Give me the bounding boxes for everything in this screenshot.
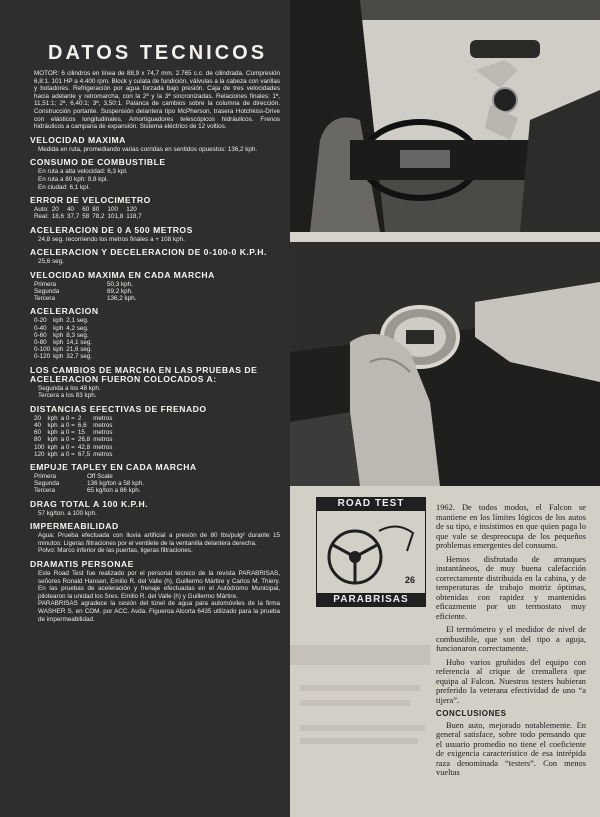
table-cell: kph bbox=[47, 436, 58, 444]
heading-velocidad-maxima: VELOCIDAD MAXIMA bbox=[30, 134, 126, 145]
table-cell: Off Scale bbox=[87, 472, 113, 480]
table-cell: metros bbox=[93, 414, 113, 422]
heading-drag: DRAG TOTAL A 100 K.P.H. bbox=[30, 498, 149, 509]
acel-decel-text: 25,6 seg. bbox=[38, 258, 64, 266]
cambios-line: Segunda a los 48 kph. bbox=[38, 384, 101, 392]
table-row bbox=[34, 317, 95, 324]
table-cell: metros bbox=[93, 421, 113, 429]
badge-title: ROAD TEST bbox=[316, 497, 426, 511]
table-cell: 15 bbox=[77, 429, 85, 437]
table-row bbox=[34, 353, 95, 360]
table-cell: 101,8 bbox=[107, 213, 124, 221]
table-cell: kph bbox=[47, 450, 58, 458]
table-cell: 37,7 bbox=[66, 213, 80, 221]
heading-cambios: LOS CAMBIOS DE MARCHA EN LAS PRUEBAS DE ACELERACION FUERON COLOCADOS A: bbox=[30, 364, 258, 384]
table-cell: kph bbox=[53, 317, 64, 325]
consumo-line: En ruta a 80 kph: 9,8 kpl. bbox=[38, 175, 109, 183]
road-test-badge bbox=[316, 497, 426, 607]
consumo-line: En ciudad: 6,1 kpl. bbox=[38, 183, 90, 191]
cambios-line: Tercera a los 83 kph. bbox=[38, 392, 97, 400]
table-row bbox=[34, 206, 145, 213]
table-cell: a 0 = bbox=[60, 450, 75, 458]
photo-dashboard-driver bbox=[290, 0, 600, 232]
table-row bbox=[34, 346, 95, 353]
table-row bbox=[34, 295, 139, 302]
table-cell: 18,6 bbox=[51, 213, 64, 221]
auto-label: Auto: bbox=[34, 206, 49, 214]
table-cell: Tercera bbox=[34, 295, 55, 303]
table-cell: 78,2 bbox=[92, 213, 105, 221]
table-cell: 42,8 bbox=[77, 443, 91, 451]
badge-illustration bbox=[316, 511, 426, 593]
table-cell: a 0 = bbox=[60, 414, 75, 422]
heading-dramatis: DRAMATIS PERSONAE bbox=[30, 558, 134, 569]
bleed-through-print bbox=[290, 610, 430, 770]
table-cell: metros bbox=[93, 429, 113, 437]
table-cell: Segunda bbox=[34, 287, 60, 295]
table-cell: a 0 = bbox=[60, 429, 75, 437]
table-cell: kph bbox=[47, 443, 58, 451]
real-label: Real: bbox=[34, 213, 49, 221]
photo-gap bbox=[290, 232, 600, 242]
aceleracion-500-text: 24,8 seg. recorriendo los metros finales a + 108 kph. bbox=[38, 235, 185, 243]
table-cell: 20 bbox=[51, 206, 59, 214]
heading-frenado: DISTANCIAS EFECTIVAS DE FRENADO bbox=[30, 403, 207, 414]
table-cell: a 0 = bbox=[60, 436, 75, 444]
table-row bbox=[34, 213, 145, 220]
table-cell: Primera bbox=[34, 280, 57, 288]
table-cell: metros bbox=[93, 443, 113, 451]
table-cell: 120 bbox=[34, 450, 45, 458]
bleed-through-decoration bbox=[290, 610, 430, 770]
article-paragraph: El termómetro y el medidor de nivel de combustible, que son del tipo a aguja, funcionaron correctamente. bbox=[436, 625, 586, 653]
table-cell: a 0 = bbox=[60, 443, 75, 451]
table-cell: 60 bbox=[34, 429, 42, 437]
heading-empuje: EMPUJE TAPLEY EN CADA MARCHA bbox=[30, 461, 197, 472]
table-cell: 60 bbox=[82, 206, 90, 214]
table-cell: 118,7 bbox=[126, 213, 142, 221]
table-cell: kph bbox=[53, 331, 64, 339]
photo-gauge-illustration bbox=[290, 242, 600, 486]
table-cell: metros bbox=[93, 436, 113, 444]
table-row bbox=[34, 436, 115, 443]
table-cell: metros bbox=[93, 450, 113, 458]
table-cell: 50,3 kph. bbox=[107, 280, 133, 288]
table-cell: 136 kg/ton a 58 kph. bbox=[87, 480, 145, 488]
table-cell: kph bbox=[53, 324, 64, 332]
table-cell: 40 bbox=[66, 206, 74, 214]
drag-text: 57 kg/ton. a 100 kph. bbox=[38, 509, 97, 517]
impermeabilidad-polvo: Polvo: Marco inferior de las puertas, ligeras filtraciones. bbox=[38, 547, 193, 555]
table-row bbox=[34, 288, 139, 295]
table-cell: 80 bbox=[34, 436, 42, 444]
impermeabilidad-agua: Agua: Prueba efectuada con lluvia artificial a presión de 80 lbs/pulg² durante 15 minutos: Ligeras filtraciones por el ventilete de la ventanilla delantera derecha. bbox=[38, 532, 280, 547]
table-cell: 32,7 seg. bbox=[66, 353, 93, 361]
article-paragraph: Buen auto, mejorado notablemente. En general satisface, sobre todo pensando que el usuario promedio no tiene el coeficiente de exigencia característico de esa intrépida raza denominada “testers”. Con menos vueltas bbox=[436, 720, 586, 777]
heading-aceleracion-500: ACELERACION DE 0 A 500 METROS bbox=[30, 224, 193, 235]
table-cell: 136,2 kph. bbox=[107, 295, 137, 303]
table-row bbox=[34, 487, 147, 494]
table-cell: kph bbox=[47, 421, 58, 429]
table-cell: 0-100 bbox=[34, 346, 51, 354]
badge-number: 26 bbox=[404, 575, 415, 585]
table-cell: kph bbox=[47, 414, 58, 422]
table-row bbox=[34, 473, 147, 480]
table-row bbox=[34, 480, 147, 487]
article-paragraph: Hubo varios gruñidos del equipo con referencia al crique de cremallera que equipa al Falcon. Nuestros testers hubieran preferido la veterana efectividad de uno “a tijera”. bbox=[436, 657, 586, 705]
table-cell: 21,6 seg. bbox=[66, 346, 93, 354]
table-cell: 65 kg/ton a 86 kph. bbox=[87, 487, 141, 495]
table-cell: Segunda bbox=[34, 480, 60, 488]
table-cell: Primera bbox=[34, 472, 57, 480]
table-cell: 58 bbox=[82, 213, 90, 221]
frenado-table bbox=[34, 415, 115, 458]
table-cell: 26,8 bbox=[77, 436, 91, 444]
table-cell: 14,1 seg. bbox=[66, 338, 93, 346]
technical-data-panel bbox=[0, 0, 290, 817]
motor-text: MOTOR: 6 cilindros en línea de 88,9 x 74,7 mm. 2.765 c.c. de cilindrada. Compresión 6,8:1. 101 HP a 4.400 rpm. Block y culata de fundición, válvulas a la cabeza con varillas y botadores. Refrigeración por agua forzada bajo presión. Caja de tres velocidades hacia adelante y retromarcha, con la 2ª y la 3ª sincronizadas. Relaciones finales: 1ª, 11,51:1; 2ª, 6,40:1; 3ª, 3,50:1. Palanca de cambios sobre la columna de dirección. Construcción portante. Suspensión delantera tipo McPherson, trasera Hotchkiss-Drive con elásticos longitudinales. Amortiguadores telescópicos hidráulicos. Frenos hidráulicos a campana de expansión. Sistema eléctrico de 12 voltios. bbox=[34, 70, 280, 131]
heading-error-velocimetro: ERROR DE VELOCIMETRO bbox=[30, 195, 151, 206]
table-cell: 100 bbox=[107, 206, 119, 214]
table-cell: kph bbox=[47, 429, 58, 437]
table-cell: 67,5 bbox=[77, 450, 91, 458]
table-cell: 6,6 bbox=[77, 421, 87, 429]
table-cell: 2 bbox=[77, 414, 82, 422]
consumo-line: En ruta a alta velocidad: 6,3 kpl. bbox=[38, 168, 128, 176]
table-cell: 80 bbox=[92, 206, 100, 214]
heading-conclusiones: CONCLUSIONES bbox=[436, 709, 507, 718]
table-row bbox=[34, 429, 115, 436]
table-row bbox=[34, 451, 115, 458]
table-cell: 40 bbox=[34, 421, 42, 429]
table-row bbox=[34, 332, 95, 339]
photo-gauge-hands bbox=[290, 242, 600, 486]
table-cell: kph bbox=[53, 338, 64, 346]
heading-aceleracion: ACELERACION bbox=[30, 306, 99, 317]
table-cell: 89,2 kph. bbox=[107, 287, 133, 295]
photo-dashboard-illustration bbox=[290, 0, 600, 232]
table-cell: 0-20 bbox=[34, 317, 47, 325]
heading-acel-decel: ACELERACION Y DECELERACION DE 0-100-0 K.P.H. bbox=[30, 247, 267, 258]
table-cell: 0-60 bbox=[34, 331, 47, 339]
table-cell: 20 bbox=[34, 414, 42, 422]
table-row bbox=[34, 444, 115, 451]
heading-consumo: CONSUMO DE COMBUSTIBLE bbox=[30, 157, 166, 168]
article-paragraph: Hemos disfrutado de arranques instantáneos, de muy buena calefacción correctamente distribuida en la cabina, y de temperaturas de trabajo motriz óptimas, obtenidas con rapidez y mantenidas eficazmente por un termostato muy eficiente. bbox=[436, 554, 586, 621]
table-cell: 0-80 bbox=[34, 338, 47, 346]
table-row bbox=[34, 281, 139, 288]
table-cell: 0-120 bbox=[34, 353, 51, 361]
table-row bbox=[34, 325, 95, 332]
table-cell: 4,2 seg. bbox=[66, 324, 89, 332]
table-cell: Tercera bbox=[34, 487, 55, 495]
error-velocimetro-table bbox=[34, 206, 145, 220]
heading-impermeabilidad: IMPERMEABILIDAD bbox=[30, 521, 119, 532]
velocidad-maxima-text: Medida en ruta, promediando varias corridas en sentidos opuestos: 136,2 kph. bbox=[38, 145, 258, 153]
page-title: DATOS TECNICOS bbox=[48, 42, 268, 64]
empuje-table bbox=[34, 473, 147, 495]
dramatis-p1: Este Road Test fue realizado por el personal técnico de la revista PARABRISAS, señores Ronald Hansen, Emilio R. del Valle (h), Guillermo Mártire y Carlos M. Thiery. En las pruebas de aceleración y frenaje efectuadas en el Autódromo Municipal, pilotearon la unidad los Sres. Emilio R. del Valle (h) y Guillermo Mártire. bbox=[38, 569, 280, 600]
table-cell: 120 bbox=[126, 206, 137, 214]
table-row bbox=[34, 415, 115, 422]
article-column bbox=[436, 503, 586, 782]
table-cell: 8,3 seg. bbox=[66, 331, 89, 339]
heading-velocidad-marcha: VELOCIDAD MAXIMA EN CADA MARCHA bbox=[30, 269, 215, 280]
table-cell: 0-40 bbox=[34, 324, 47, 332]
table-cell: a 0 = bbox=[60, 421, 75, 429]
dramatis-p2: PARABRISAS agradece la cesión del túnel de agua para automóviles de la firma WASHER S. en COM. por ACC. Avda. Figueroa Alcorta 6435 utilizado para la prueba de impermeabilidad. bbox=[38, 600, 280, 623]
table-cell: 2,1 seg. bbox=[66, 317, 89, 325]
badge-publication: PARABRISAS bbox=[316, 593, 426, 607]
aceleracion-table bbox=[34, 317, 95, 360]
table-row bbox=[34, 339, 95, 346]
table-cell: 100 bbox=[34, 443, 45, 451]
velocidad-marcha-table bbox=[34, 281, 139, 303]
table-row bbox=[34, 422, 115, 429]
technical-data-column bbox=[30, 70, 280, 623]
table-cell: kph bbox=[53, 346, 64, 354]
article-paragraph: 1962. De todos modos, el Falcon se mantiene en los límites lógicos de los autos de su tipo, e insistimos en que quien paga lo que vale se despreocupa de los pequeños problemas emergentes del consumo. bbox=[436, 503, 586, 550]
table-cell: kph bbox=[53, 353, 64, 361]
